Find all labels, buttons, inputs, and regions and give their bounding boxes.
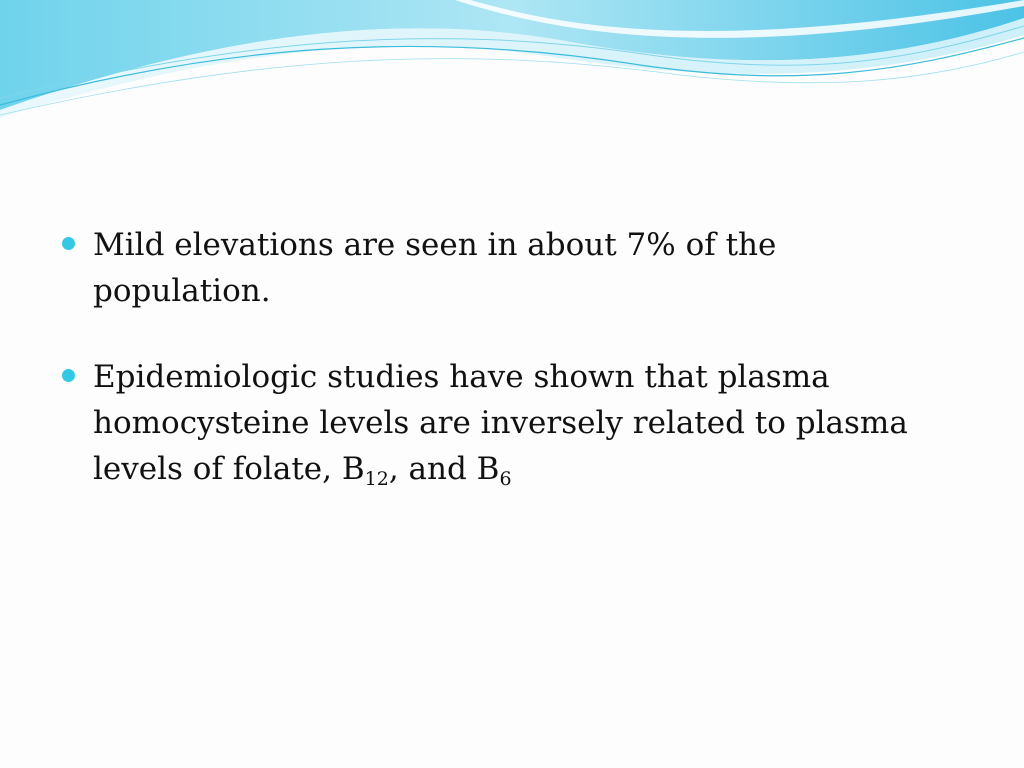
header-wave-decoration <box>0 0 1024 130</box>
bullet-dot-icon <box>62 237 75 250</box>
bullet-dot-icon <box>62 369 75 382</box>
bullet-text: Mild elevations are seen in about 7% of the population. <box>93 227 777 309</box>
subscript-6: 6 <box>499 468 512 490</box>
bullet-item-2 <box>62 354 962 492</box>
bullet-list <box>62 222 962 532</box>
bullet-item-1 <box>62 222 962 314</box>
bullet-text-continued: , and B <box>388 451 500 487</box>
bullet-text: Epidemiologic studies have shown that plasma homocysteine levels are inversely related to plasma levels of folate, B <box>93 359 908 487</box>
subscript-12: 12 <box>364 468 389 490</box>
